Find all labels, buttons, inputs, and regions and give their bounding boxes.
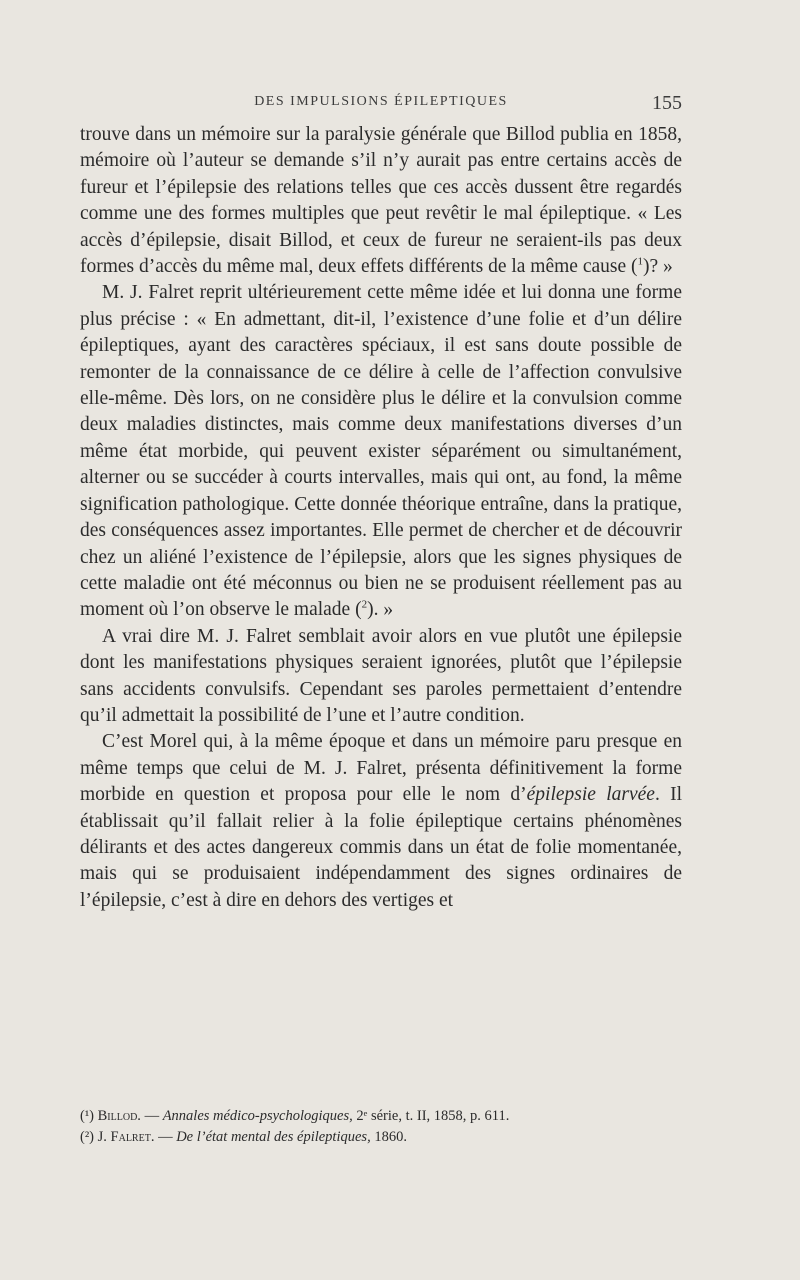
emphasis-term: épilepsie larvée (526, 784, 655, 806)
paragraph-3: A vrai dire M. J. Falret semblait avoir alors en vue plutôt une épilepsie dont les manifestations physiques seraient ignorées, plutôt que l’épilepsie sans accidents convulsifs. Cependant ses paroles permettaient d’entendre qu’il admettait la possibilité de l’une et l’autre condition. (80, 625, 682, 726)
running-header (80, 94, 682, 118)
paragraph-2: M. J. Falret reprit ultérieurement cette même idée et lui donna une forme plus précise : « En admettant, dit-il, l’existence d’une folie et d’un délire épileptiques, ayant des caractères spéciaux, il est sans doute possible de remonter de la connaissance de ce délire à celle de l’affection convulsive elle-même. Dès lors, on ne considère plus le délire et la convulsion comme deux maladies distinctes, mais comme deux manifestations diverses d’un même état morbide, qui peuvent exister séparément ou simultanément, alterner ou se succéder à courts intervalles, mais qui ont, au fond, la même signification pathologique. Cette donnée théorique entraîne, dans la pratique, des conséquences assez importantes. Elle permet de chercher et de découvrir chez un aliéné l’existence de l’épilepsie, alors que les signes physiques de cette maladie ont été méconnus ou bien ne se produisent réellement pas au moment où l’on observe le malade ($^2$). » (80, 282, 682, 621)
footnote-author: Billod. (97, 1108, 141, 1124)
footnote-1: (¹) Billod. — Annales médico-psychologiques, 2ᵉ série, t. II, 1858, p. 611. (80, 1108, 510, 1124)
footnote-ref-2: 2 (361, 598, 368, 611)
footnote-author: J. Falret. (97, 1129, 155, 1145)
paragraph-1: trouve dans un mémoire sur la paralysie générale que Billod publia en 1858, mémoire où l’auteur se demande s’il n’y aurait pas entre certains accès de fureur et l’épilepsie des relations telles que ces accès dussent être regardés comme une des formes multiples que peut revêtir le mal épileptique. « Les accès d’épilepsie, disait Billod, et ceux de fureur ne seraient-ils pas deux formes d’accès du même mal, deux effets différents de la même cause ($^1$)? » (80, 124, 682, 278)
page-number: 155 (652, 92, 682, 114)
footnote-2: (²) J. Falret. — De l’état mental des épileptiques, 1860. (80, 1129, 407, 1145)
paragraph-4: C’est Morel qui, à la même époque et dans un mémoire paru presque en même temps que celui de M. J. Falret, présenta définitivement la forme morbide en question et proposa pour elle le nom d’épilepsie larvée. Il établissait qu’il fallait relier à la folie épileptique certains phénomènes délirants et des actes dangereux commis dans un état de folie momentanée, mais qui se produisaient indépendamment des signes ordinaires de l’épilepsie, c’est à dire en dehors des vertiges et (80, 731, 682, 911)
running-title: DES IMPULSIONS ÉPILEPTIQUES (254, 94, 508, 109)
body-text (80, 122, 682, 914)
footnote-title: Annales médico-psychologiques, (162, 1108, 353, 1124)
footnote-ref-1: 1 (637, 255, 644, 268)
footnote-title: De l’état mental des épileptiques, (176, 1129, 371, 1145)
footnotes (80, 1106, 682, 1148)
